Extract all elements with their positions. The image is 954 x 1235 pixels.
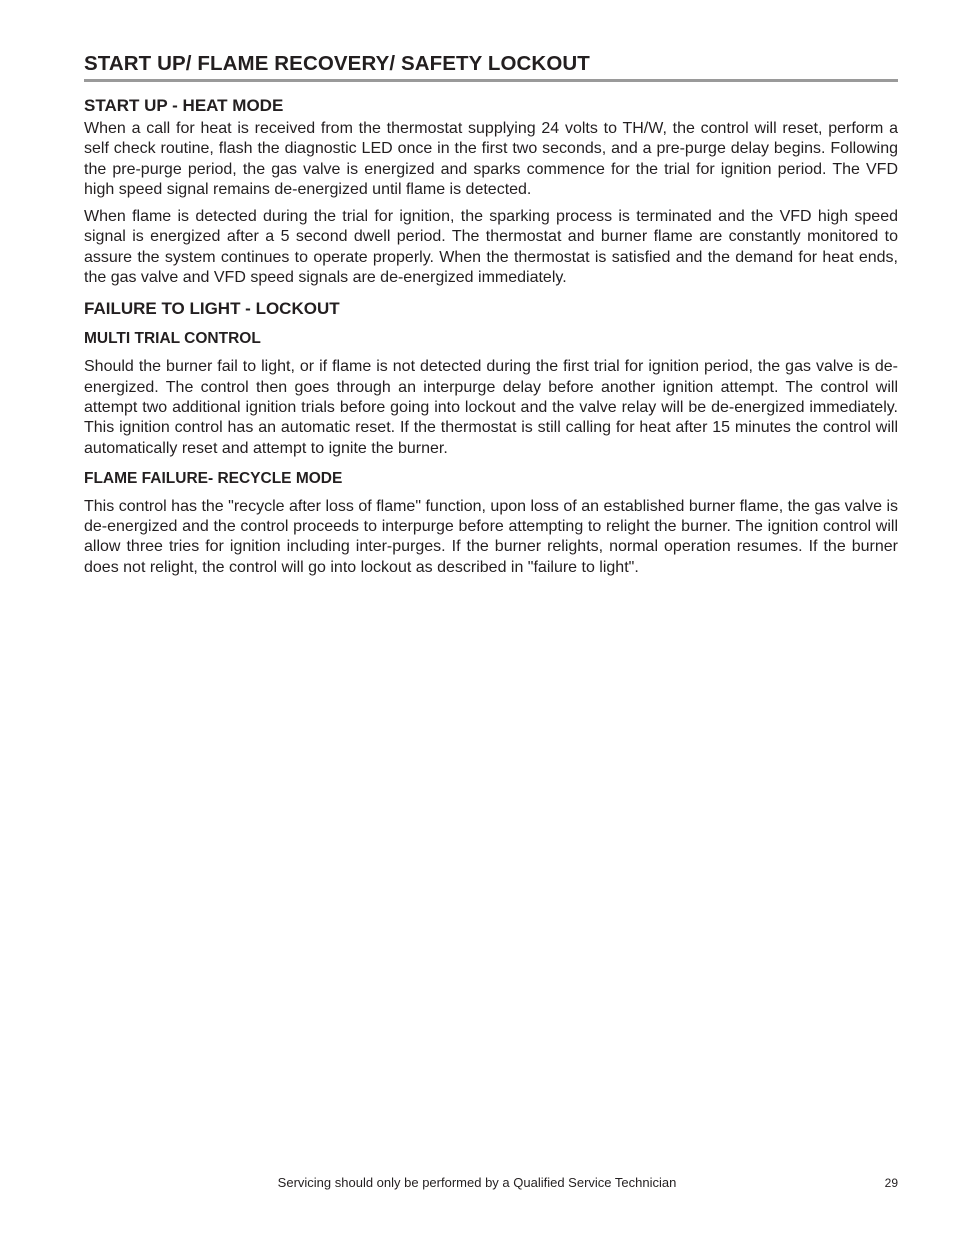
start-up-paragraph-2: When flame is detected during the trial for ignition, the sparking process is terminated and the VFD high speed signal is energized after a 5 second dwell period. The thermostat and burner flame are constantly monitored to assure the system continues to operate properly. When the thermostat is satisfied and the demand for heat ends, the gas valve and VFD speed signals are de-energized immediately. bbox=[84, 208, 898, 287]
page-number: 29 bbox=[884, 1176, 898, 1190]
subheading-flame-failure-recycle-mode: FLAME FAILURE- RECYCLE MODE bbox=[84, 469, 343, 487]
document-body bbox=[84, 95, 898, 578]
subheading-multi-trial-control: MULTI TRIAL CONTROL bbox=[84, 330, 261, 348]
title-divider bbox=[84, 79, 898, 82]
section-heading-start-up: START UP - HEAT MODE bbox=[84, 96, 284, 115]
flame-failure-paragraph: This control has the "recycle after loss of flame" function, upon loss of an established burner flame, the gas valve is de-energized and the control proceeds to interpurge before attempting to relight the burner. The ignition control will allow three tries for ignition including inter-purges. If the burner relights, normal operation resumes. If the burner does not relight, the control will go into lockout as described in "failure to light". bbox=[84, 497, 898, 576]
section-heading-failure-to-light: FAILURE TO LIGHT - LOCKOUT bbox=[84, 299, 340, 319]
page-title: START UP/ FLAME RECOVERY/ SAFETY LOCKOUT bbox=[84, 52, 590, 75]
footer-text: Servicing should only be performed by a Qualified Service Technician bbox=[277, 1175, 677, 1190]
multi-trial-paragraph: Should the burner fail to light, or if flame is not detected during the first trial for ignition period, the gas valve is de-energized. The control then goes through an interpurge delay before another ignition attempt. The control will attempt two additional ignition trials before going into lockout and the valve relay will be de-energized immediately. This ignition control has an automatic reset. If the thermostat is still calling for heat after 15 minutes the control will automatically reset and attempt to ignite the burner. bbox=[84, 358, 898, 457]
start-up-paragraph-1: When a call for heat is received from the thermostat supplying 24 volts to TH/W, the control will reset, perform a self check routine, flash the diagnostic LED once in the first two seconds, and a pre-purge delay begins. Following the pre-purge period, the gas valve is energized and sparks commence for the trial for ignition period. The VFD high speed signal remains de-energized until flame is detected. bbox=[84, 120, 898, 198]
